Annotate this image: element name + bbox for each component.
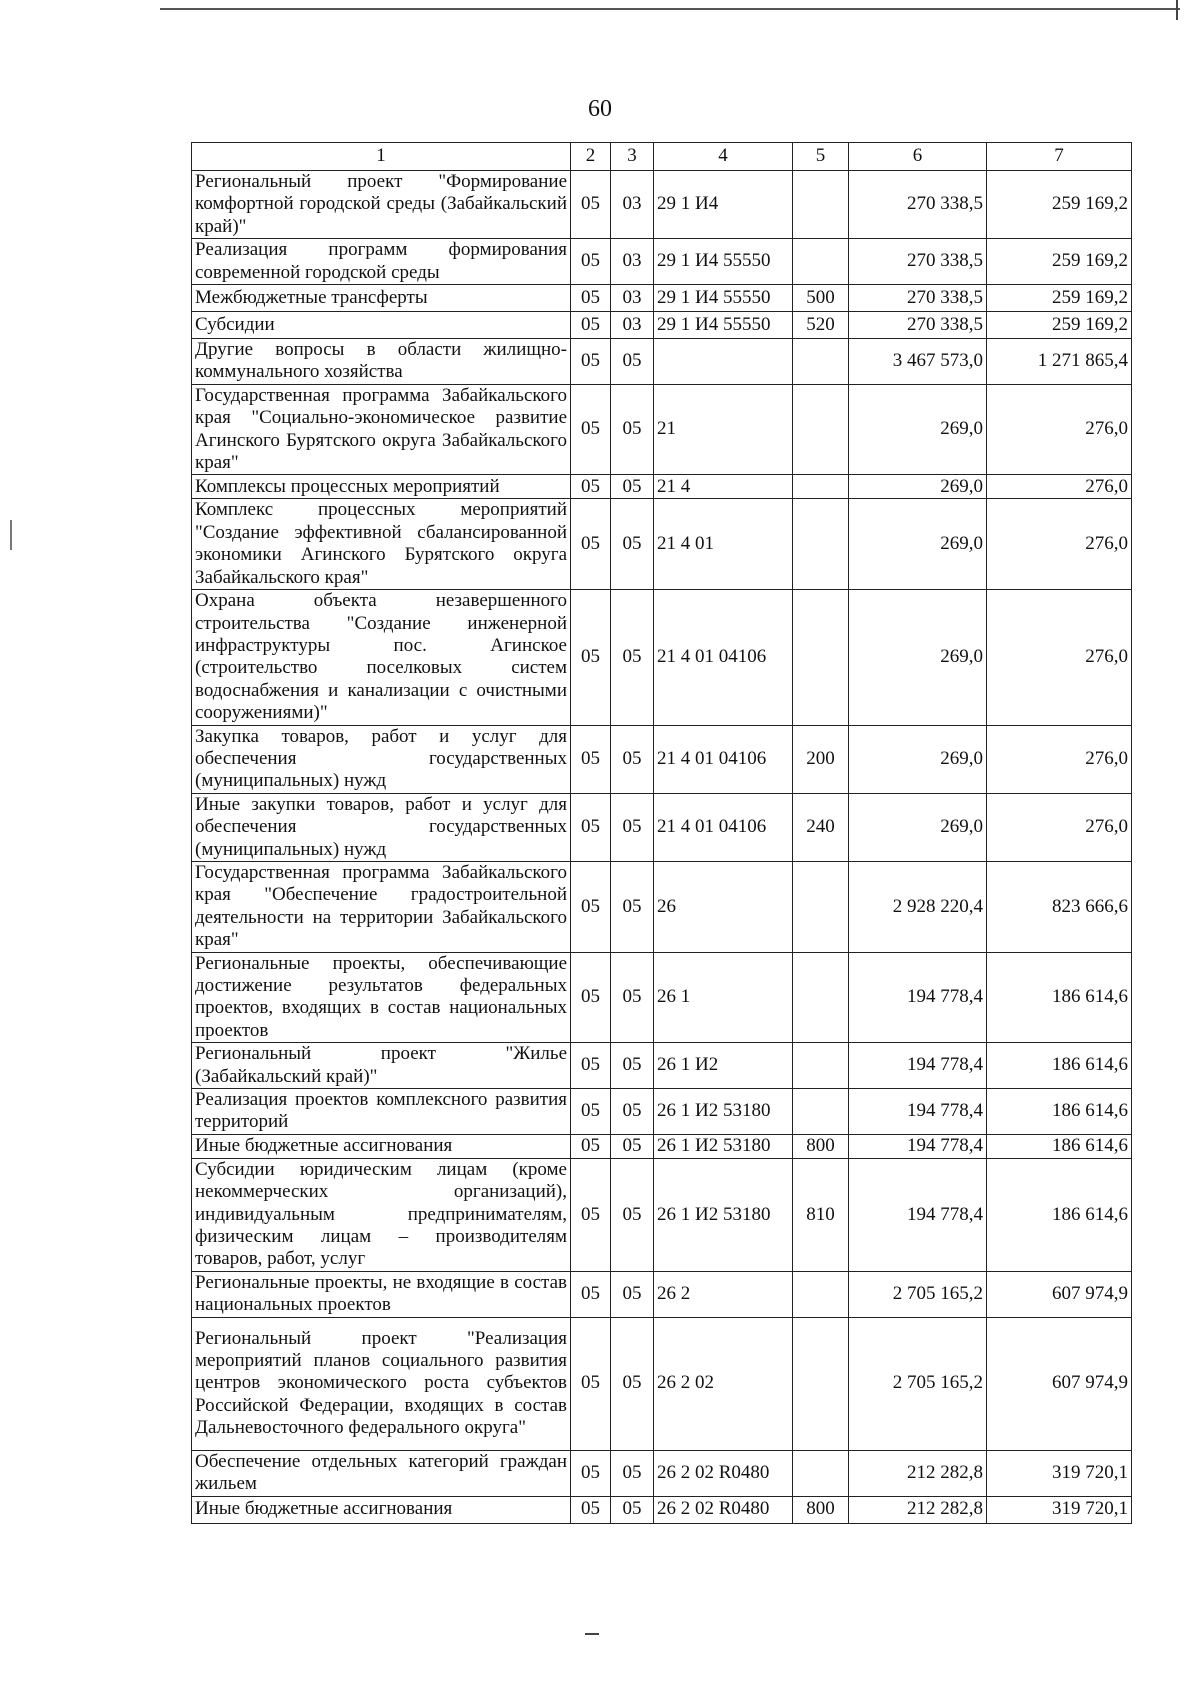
row-section-cell: 05 — [571, 499, 611, 590]
row-section-cell: 05 — [571, 590, 611, 725]
row-amount-2-cell: 607 974,9 — [987, 1317, 1132, 1450]
row-target-code-cell: 26 2 02 R0480 — [654, 1450, 793, 1496]
row-expense-type-cell: 500 — [793, 285, 849, 312]
row-amount-1-cell: 2 928 220,4 — [849, 861, 987, 952]
row-target-code-cell: 26 1 И2 53180 — [654, 1134, 793, 1158]
budget-table — [191, 142, 1132, 1524]
row-name-cell: Обеспечение отдельных категорий граждан жильем — [192, 1450, 571, 1496]
row-target-code-cell — [654, 339, 793, 385]
row-expense-type-cell — [793, 239, 849, 285]
row-target-code-cell: 26 1 — [654, 952, 793, 1043]
row-amount-2-cell: 1 271 865,4 — [987, 339, 1132, 385]
row-subsection-cell: 05 — [611, 339, 654, 385]
table-row — [192, 239, 1132, 285]
row-name-cell: Комплекс процессных мероприятий "Создание эффективной сбалансированной экономики Агинского Бурятского округа Забайкальского края" — [192, 499, 571, 590]
row-amount-1-cell: 212 282,8 — [849, 1450, 987, 1496]
row-name-cell: Субсидии — [192, 312, 571, 339]
table-row — [192, 1134, 1132, 1158]
row-section-cell: 05 — [571, 725, 611, 793]
table-row — [192, 1450, 1132, 1496]
row-section-cell: 05 — [571, 171, 611, 239]
row-name-cell: Региональные проекты, обеспечивающие достижение результатов федеральных проектов, входящих в состав национальных проектов — [192, 952, 571, 1043]
row-subsection-cell: 05 — [611, 1158, 654, 1271]
row-amount-2-cell: 276,0 — [987, 725, 1132, 793]
row-expense-type-cell — [793, 1317, 849, 1450]
table-row — [192, 861, 1132, 952]
row-amount-1-cell: 269,0 — [849, 793, 987, 861]
table-row — [192, 1043, 1132, 1089]
row-expense-type-cell — [793, 1271, 849, 1317]
row-section-cell: 05 — [571, 861, 611, 952]
table-row — [192, 384, 1132, 475]
row-amount-2-cell: 607 974,9 — [987, 1271, 1132, 1317]
table-row — [192, 590, 1132, 725]
row-name-cell: Охрана объекта незавершенного строительства "Создание инженерной инфраструктуры пос. Агинское (строительство поселковых систем водоснабжения и канализации с очистными сооружениями)" — [192, 590, 571, 725]
row-amount-1-cell: 270 338,5 — [849, 171, 987, 239]
row-name-cell: Иные закупки товаров, работ и услуг для обеспечения государственных (муниципальных) нужд — [192, 793, 571, 861]
row-section-cell: 05 — [571, 1271, 611, 1317]
row-target-code-cell: 29 1 И4 — [654, 171, 793, 239]
row-section-cell: 05 — [571, 239, 611, 285]
scan-bottom-dash — [585, 1633, 599, 1635]
row-target-code-cell: 21 4 01 04106 — [654, 793, 793, 861]
row-subsection-cell: 05 — [611, 1089, 654, 1135]
row-amount-2-cell: 186 614,6 — [987, 1089, 1132, 1135]
row-name-cell: Комплексы процессных мероприятий — [192, 475, 571, 499]
header-col-5: 5 — [793, 143, 849, 171]
row-target-code-cell: 26 — [654, 861, 793, 952]
row-subsection-cell: 05 — [611, 384, 654, 475]
row-target-code-cell: 26 1 И2 — [654, 1043, 793, 1089]
table-row — [192, 1317, 1132, 1450]
row-amount-1-cell: 269,0 — [849, 475, 987, 499]
table-row — [192, 793, 1132, 861]
row-target-code-cell: 26 2 — [654, 1271, 793, 1317]
table-row — [192, 339, 1132, 385]
row-section-cell: 05 — [571, 384, 611, 475]
row-amount-1-cell: 269,0 — [849, 725, 987, 793]
row-section-cell: 05 — [571, 952, 611, 1043]
row-name-cell: Региональные проекты, не входящие в состав национальных проектов — [192, 1271, 571, 1317]
row-subsection-cell: 05 — [611, 499, 654, 590]
row-subsection-cell: 05 — [611, 1317, 654, 1450]
row-expense-type-cell: 520 — [793, 312, 849, 339]
row-amount-2-cell: 823 666,6 — [987, 861, 1132, 952]
row-name-cell: Реализация проектов комплексного развития территорий — [192, 1089, 571, 1135]
row-amount-1-cell: 270 338,5 — [849, 285, 987, 312]
header-col-7: 7 — [987, 143, 1132, 171]
row-amount-2-cell: 259 169,2 — [987, 312, 1132, 339]
row-expense-type-cell: 240 — [793, 793, 849, 861]
row-expense-type-cell — [793, 861, 849, 952]
row-target-code-cell: 21 — [654, 384, 793, 475]
row-amount-1-cell: 194 778,4 — [849, 1043, 987, 1089]
scan-right-edge-mark — [1176, 0, 1178, 20]
row-target-code-cell: 29 1 И4 55550 — [654, 312, 793, 339]
header-col-2: 2 — [571, 143, 611, 171]
row-expense-type-cell: 200 — [793, 725, 849, 793]
row-target-code-cell: 26 2 02 R0480 — [654, 1496, 793, 1523]
row-amount-1-cell: 194 778,4 — [849, 952, 987, 1043]
row-subsection-cell: 05 — [611, 1450, 654, 1496]
header-col-3: 3 — [611, 143, 654, 171]
row-subsection-cell: 05 — [611, 475, 654, 499]
row-subsection-cell: 03 — [611, 239, 654, 285]
row-name-cell: Государственная программа Забайкальского края "Социально-экономическое развитие Агинского Бурятского округа Забайкальского края" — [192, 384, 571, 475]
page-number: 60 — [588, 96, 612, 122]
row-section-cell: 05 — [571, 1089, 611, 1135]
row-amount-1-cell: 212 282,8 — [849, 1496, 987, 1523]
row-amount-2-cell: 186 614,6 — [987, 1158, 1132, 1271]
row-expense-type-cell — [793, 171, 849, 239]
row-subsection-cell: 05 — [611, 793, 654, 861]
row-target-code-cell: 26 2 02 — [654, 1317, 793, 1450]
row-section-cell: 05 — [571, 793, 611, 861]
table-row — [192, 285, 1132, 312]
row-amount-2-cell: 259 169,2 — [987, 285, 1132, 312]
row-expense-type-cell — [793, 1089, 849, 1135]
row-amount-1-cell: 269,0 — [849, 499, 987, 590]
row-expense-type-cell — [793, 499, 849, 590]
row-amount-1-cell: 269,0 — [849, 384, 987, 475]
row-subsection-cell: 05 — [611, 1134, 654, 1158]
header-col-1: 1 — [192, 143, 571, 171]
row-name-cell: Региональный проект "Реализация мероприятий планов социального развития центров экономического роста субъектов Российской Федерации, входящих в состав Дальневосточного федерального округа" — [192, 1317, 571, 1450]
row-name-cell: Региональный проект "Формирование комфортной городской среды (Забайкальский край)" — [192, 171, 571, 239]
row-target-code-cell: 21 4 01 04106 — [654, 725, 793, 793]
row-expense-type-cell — [793, 475, 849, 499]
row-subsection-cell: 03 — [611, 285, 654, 312]
row-subsection-cell: 05 — [611, 725, 654, 793]
scan-top-edge-line — [160, 8, 1180, 10]
row-subsection-cell: 05 — [611, 1271, 654, 1317]
row-target-code-cell: 21 4 01 04106 — [654, 590, 793, 725]
table-row — [192, 1158, 1132, 1271]
row-amount-1-cell: 270 338,5 — [849, 312, 987, 339]
row-amount-2-cell: 259 169,2 — [987, 239, 1132, 285]
row-section-cell: 05 — [571, 1450, 611, 1496]
row-target-code-cell: 29 1 И4 55550 — [654, 285, 793, 312]
scan-left-margin-mark — [10, 520, 12, 550]
row-name-cell: Межбюджетные трансферты — [192, 285, 571, 312]
row-expense-type-cell: 800 — [793, 1134, 849, 1158]
row-section-cell: 05 — [571, 1496, 611, 1523]
row-amount-1-cell: 194 778,4 — [849, 1158, 987, 1271]
row-amount-2-cell: 276,0 — [987, 793, 1132, 861]
table-body — [192, 171, 1132, 1524]
table-row — [192, 171, 1132, 239]
row-subsection-cell: 05 — [611, 1496, 654, 1523]
table-header-row — [192, 143, 1132, 171]
row-target-code-cell: 29 1 И4 55550 — [654, 239, 793, 285]
row-amount-1-cell: 2 705 165,2 — [849, 1317, 987, 1450]
header-col-6: 6 — [849, 143, 987, 171]
row-name-cell: Закупка товаров, работ и услуг для обеспечения государственных (муниципальных) нужд — [192, 725, 571, 793]
row-subsection-cell: 03 — [611, 171, 654, 239]
row-name-cell: Другие вопросы в области жилищно-коммунального хозяйства — [192, 339, 571, 385]
row-section-cell: 05 — [571, 1317, 611, 1450]
row-target-code-cell: 26 1 И2 53180 — [654, 1089, 793, 1135]
table-row — [192, 1089, 1132, 1135]
row-name-cell: Иные бюджетные ассигнования — [192, 1134, 571, 1158]
row-amount-1-cell: 194 778,4 — [849, 1134, 987, 1158]
table-row — [192, 499, 1132, 590]
row-section-cell: 05 — [571, 339, 611, 385]
row-subsection-cell: 05 — [611, 590, 654, 725]
table-row — [192, 475, 1132, 499]
row-amount-1-cell: 269,0 — [849, 590, 987, 725]
row-amount-2-cell: 319 720,1 — [987, 1496, 1132, 1523]
row-amount-2-cell: 276,0 — [987, 384, 1132, 475]
header-col-4: 4 — [654, 143, 793, 171]
row-amount-1-cell: 270 338,5 — [849, 239, 987, 285]
row-expense-type-cell — [793, 339, 849, 385]
row-subsection-cell: 03 — [611, 312, 654, 339]
row-name-cell: Иные бюджетные ассигнования — [192, 1496, 571, 1523]
row-section-cell: 05 — [571, 312, 611, 339]
row-amount-1-cell: 194 778,4 — [849, 1089, 987, 1135]
row-section-cell: 05 — [571, 1043, 611, 1089]
row-name-cell: Реализация программ формирования современной городской среды — [192, 239, 571, 285]
table-row — [192, 952, 1132, 1043]
row-expense-type-cell — [793, 952, 849, 1043]
row-section-cell: 05 — [571, 285, 611, 312]
table-row — [192, 1496, 1132, 1523]
row-amount-2-cell: 259 169,2 — [987, 171, 1132, 239]
row-expense-type-cell — [793, 384, 849, 475]
row-expense-type-cell — [793, 1450, 849, 1496]
row-amount-2-cell: 186 614,6 — [987, 1134, 1132, 1158]
row-subsection-cell: 05 — [611, 861, 654, 952]
row-amount-2-cell: 186 614,6 — [987, 1043, 1132, 1089]
row-expense-type-cell: 800 — [793, 1496, 849, 1523]
row-amount-2-cell: 186 614,6 — [987, 952, 1132, 1043]
row-expense-type-cell — [793, 1043, 849, 1089]
row-target-code-cell: 21 4 — [654, 475, 793, 499]
table-row — [192, 1271, 1132, 1317]
row-target-code-cell: 21 4 01 — [654, 499, 793, 590]
row-amount-1-cell: 3 467 573,0 — [849, 339, 987, 385]
row-subsection-cell: 05 — [611, 952, 654, 1043]
table-row — [192, 725, 1132, 793]
row-name-cell: Субсидии юридическим лицам (кроме некоммерческих организаций), индивидуальным предпринимателям, физическим лицам – производителям товаров, работ, услуг — [192, 1158, 571, 1271]
row-expense-type-cell — [793, 590, 849, 725]
row-target-code-cell: 26 1 И2 53180 — [654, 1158, 793, 1271]
row-section-cell: 05 — [571, 1134, 611, 1158]
row-amount-1-cell: 2 705 165,2 — [849, 1271, 987, 1317]
row-amount-2-cell: 276,0 — [987, 499, 1132, 590]
row-amount-2-cell: 276,0 — [987, 475, 1132, 499]
row-amount-2-cell: 319 720,1 — [987, 1450, 1132, 1496]
table-row — [192, 312, 1132, 339]
row-section-cell: 05 — [571, 1158, 611, 1271]
row-expense-type-cell: 810 — [793, 1158, 849, 1271]
row-amount-2-cell: 276,0 — [987, 590, 1132, 725]
row-section-cell: 05 — [571, 475, 611, 499]
row-name-cell: Государственная программа Забайкальского края "Обеспечение градостроительной деятельности на территории Забайкальского края" — [192, 861, 571, 952]
row-name-cell: Региональный проект "Жилье (Забайкальский край)" — [192, 1043, 571, 1089]
row-subsection-cell: 05 — [611, 1043, 654, 1089]
